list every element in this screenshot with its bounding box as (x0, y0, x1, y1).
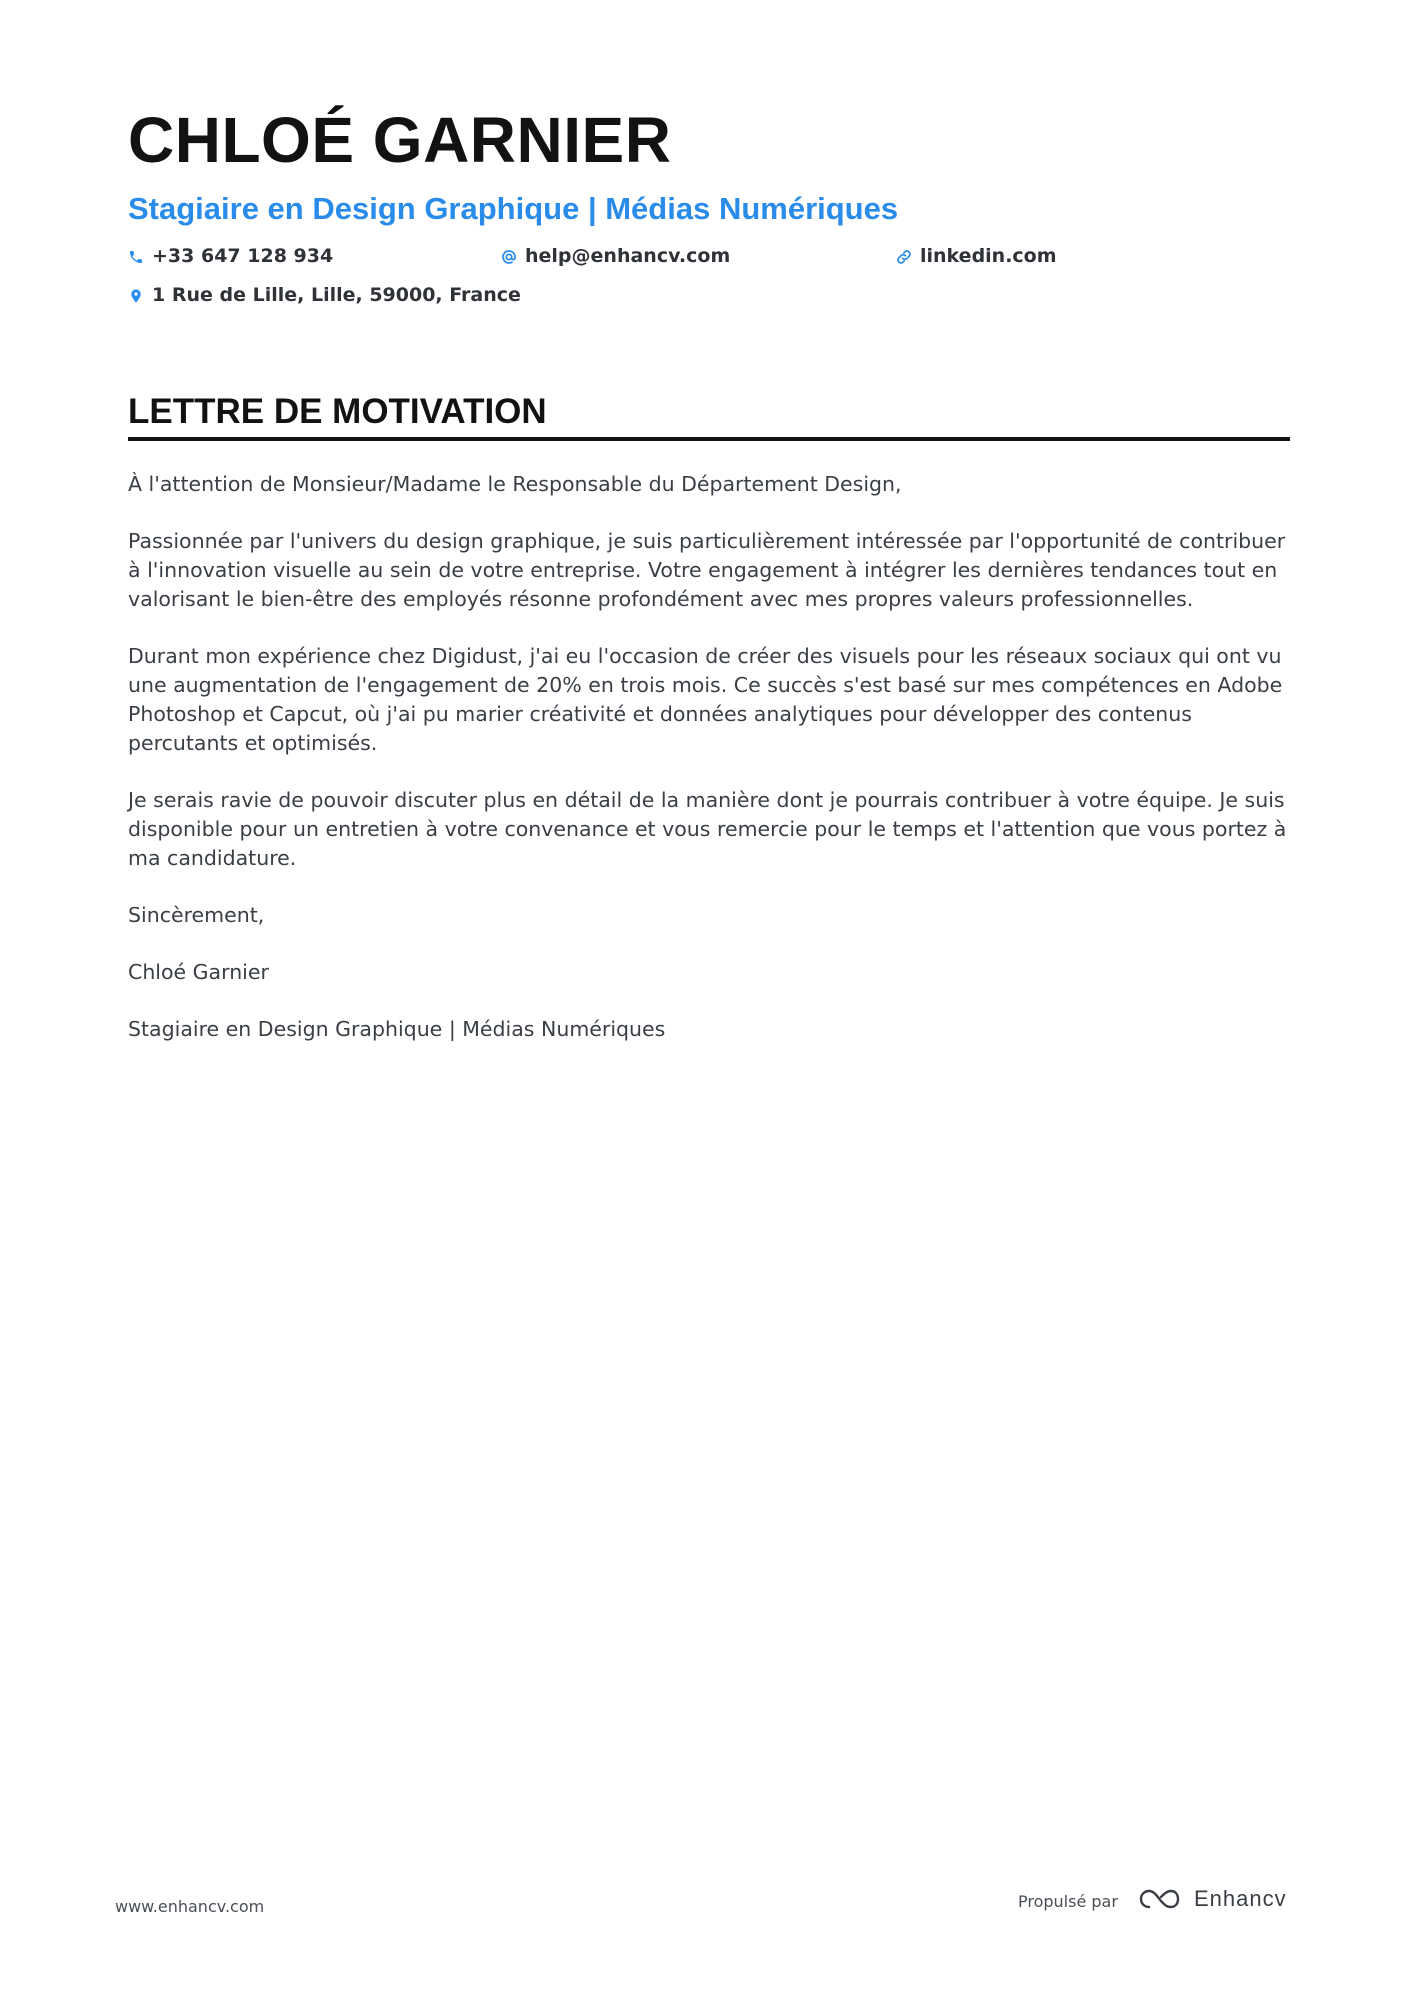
letter-paragraph-2: Durant mon expérience chez Digidust, j'ai eu l'occasion de créer des visuels pour les réseaux sociaux qui ont vu une augmentation de l'engagement de 20% en trois mois. Ce succès s'est basé sur mes compétences en Adobe Photoshop et Capcut, où j'ai pu marier créativité et données analytiques pour développer des contenus percutants et optimisés. (128, 644, 1283, 755)
footer-powered-by: Propulsé par (1018, 1892, 1118, 1911)
at-icon (501, 249, 517, 265)
address-text: 1 Rue de Lille, Lille, 59000, France (152, 284, 521, 306)
contact-phone[interactable] (128, 247, 333, 266)
email-text: help@enhancv.com (525, 245, 731, 267)
signature-name: Chloé Garnier (128, 960, 269, 984)
link-icon (896, 249, 912, 265)
letter-paragraph-3: Je serais ravie de pouvoir discuter plus en détail de la manière dont je pourrais contribuer à votre équipe. Je suis disponible pour un entretien à votre convenance et vous remercie pour le temps et l'attention que vous portez à ma candidature. (128, 788, 1287, 870)
enhancv-logo-icon (1138, 1886, 1184, 1912)
section-title: LETTRE DE MOTIVATION (128, 392, 547, 431)
contact-linkedin[interactable] (896, 247, 1057, 266)
letter-closing: Sincèrement, (128, 903, 265, 927)
footer-url[interactable]: www.enhancv.com (115, 1897, 265, 1916)
linkedin-text: linkedin.com (920, 245, 1057, 267)
applicant-name: CHLOÉ GARNIER (128, 104, 672, 176)
letter-body (128, 470, 1290, 1072)
enhancv-brand[interactable] (1138, 1886, 1287, 1912)
letter-greeting: À l'attention de Monsieur/Madame le Responsable du Département Design, (128, 472, 902, 496)
phone-icon (128, 249, 144, 265)
phone-text: +33 647 128 934 (152, 245, 334, 267)
letter-paragraph-1: Passionnée par l'univers du design graphique, je suis particulièrement intéressée par l'opportunité de contribuer à l'innovation visuelle au sein de votre entreprise. Votre engagement à intégrer les dernières tendances tout en valorisant le bien-être des employés résonne profondément avec mes propres valeurs professionnelles. (128, 529, 1286, 611)
signature-title: Stagiaire en Design Graphique | Médias Numériques (128, 1017, 666, 1041)
applicant-title: Stagiaire en Design Graphique | Médias Numériques (128, 191, 899, 226)
location-pin-icon (128, 288, 144, 304)
enhancv-brand-name: Enhancv (1194, 1886, 1287, 1911)
contact-address (128, 286, 521, 305)
contact-email[interactable] (501, 247, 730, 266)
section-divider (128, 437, 1290, 441)
